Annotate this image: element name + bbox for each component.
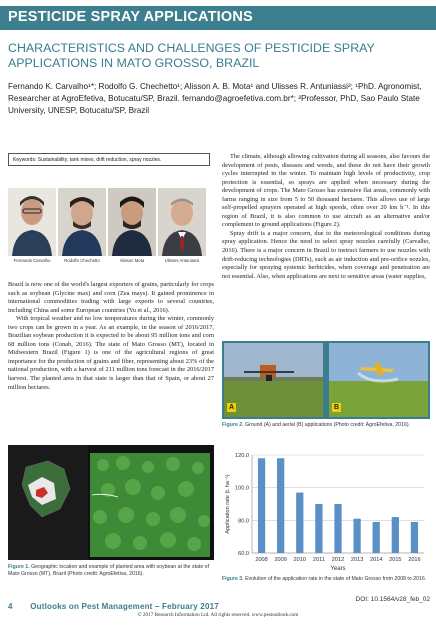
left-column	[8, 281, 214, 392]
right-paragraph-2: Spray drift is a major concern, due to the meteorological conditions during spray application. Hence the need to select spray nozzles carefully (Carvalho, 2016). There is a major concern in Brazil to instruct farmers to use nozzles with drift-reducing technologies (DRTs), such as air induction and pre-orifice nozzles, especially for spraying systemic herbicides, when coverage and penetration are not essential. Also, when applications are next to sensitive areas (water supplies,	[222, 229, 430, 280]
figure-1-image	[8, 445, 214, 560]
figure-2-text: Ground (A) and aerial (B) applications (Photo credit: AgroEfetiva, 2016).	[245, 422, 411, 428]
figure-2-label-a: A	[228, 404, 235, 411]
author-photo-4	[158, 188, 206, 256]
bar	[392, 517, 399, 553]
figure-2-label: Figure 2.	[222, 422, 244, 428]
bar	[258, 458, 265, 553]
article-authors: Fernando K. Carvalho¹*; Rodolfo G. Chechetto¹; Alisson A. B. Mota¹ and Ulisses R. Antuniassi²; ¹PhD. Agronomist, Researcher at AgroEfetiva, Botucatu/SP, Brazil. fernando@agroefetiva.com.br*; ²Professor, PhD, Sao Paulo State University, UNESP, Botucatu/SP, Brazil	[8, 82, 422, 115]
x-tick-label: 2008	[255, 557, 268, 563]
figure-2-label-b: B	[333, 404, 340, 411]
x-tick-label: 2010	[293, 557, 307, 563]
author-photo-3	[108, 188, 156, 256]
keywords-box: Keywords: Sustainability, tank mixes, drift reduction, spray nozzles.	[8, 153, 210, 166]
figure-1-label: Figure 1.	[8, 564, 30, 570]
y-tick-label: 100.0	[235, 485, 249, 492]
figure-1-text: Geographic location and example of planted area with soybean at the state of Mato Grosso (MT), Brazil (Photo credit: AgroEfetiva, 2016).	[8, 564, 210, 577]
author-photo-2	[58, 188, 106, 256]
x-tick-label: 2009	[274, 557, 287, 563]
figure-3-text: Evolution of the application rate in the state of Mato Grosso from 2008 to 2016.	[245, 576, 427, 582]
right-column	[222, 153, 430, 281]
right-paragraph-1: The climate, although allowing cultivation during all seasons, also favours the development of pests, diseases and weeds, and these do not have their growth cycles interrupted in the winter. To maintain high levels of productivity, crop protection is essential, so sprays are applied when necessary during the development of crops. The Mato Grosso has extensive flat areas, commonly with farms ranging in size from 5 to 50 thousand hectares. This allows use of large self-propelled sprayers operated at high speeds, often over 20 km h⁻¹. In this region of Brazil, it is also common to use aircraft as an alternative and/or complement to ground applications (Figure 2).	[222, 153, 430, 229]
author-name-4: Ulisses Antuniassi	[164, 258, 200, 263]
author-photos	[8, 188, 208, 264]
bar	[296, 493, 303, 553]
bar	[334, 504, 341, 553]
y-tick-label: 60.0	[238, 551, 249, 557]
article-title: CHARACTERISTICS AND CHALLENGES OF PESTICIDE SPRAY APPLICATIONS IN MATO GROSSO, BRAZIL	[8, 41, 375, 70]
bar-chart	[222, 449, 430, 573]
figure-2-caption	[222, 422, 430, 429]
y-tick-label: 80.0	[238, 518, 249, 525]
bar	[353, 519, 360, 553]
x-tick-label: 2011	[312, 557, 325, 563]
y-tick-label: 120.0	[235, 453, 249, 459]
figure-3-chart	[222, 449, 430, 573]
x-tick-label: 2012	[331, 557, 345, 563]
left-paragraph-1: Brazil is now one of the world's largest exporters of grains, particularly for crops such as soybean (Glycine max) and corn (Zea mays). It gained prominence in international commodities trading with large exports to several countries, including China and some European countries (Yu et al., 2016).	[8, 281, 214, 314]
doi: DOI: 10.1564/v28_feb_02	[355, 596, 430, 603]
x-tick-label: 2015	[389, 557, 402, 563]
figure-3-caption	[222, 576, 430, 583]
y-axis-label: Application rate (L ha⁻¹)	[225, 474, 231, 534]
x-tick-label: 2013	[350, 557, 364, 563]
journal-name: Outlooks on Pest Management – February 2017	[30, 602, 219, 611]
x-tick-label: 2016	[408, 557, 421, 563]
figure-3-label: Figure 3.	[222, 576, 244, 582]
page-number: 4	[8, 602, 13, 611]
bar	[411, 522, 418, 553]
bar	[373, 522, 380, 553]
figure-2-image	[222, 341, 430, 419]
x-tick-label: 2014	[369, 557, 383, 563]
copyright: © 2017 Research Information Ltd. All rights reserved. www.pestoutlook.com	[137, 612, 299, 618]
author-name-1: Fernando Carvalho	[13, 258, 51, 263]
author-name-2: Rodolfo Chechetto	[64, 258, 100, 263]
x-axis-label: Years	[330, 566, 346, 572]
author-name-3: Alisson Mota	[119, 258, 145, 263]
bar	[277, 458, 284, 553]
section-title: PESTICIDE SPRAY APPLICATIONS	[8, 9, 253, 25]
figure-1-caption	[8, 564, 214, 578]
bar	[315, 504, 322, 553]
left-paragraph-2: With tropical weather and no low temperatures during the winter, commonly two crops can be grown in a year. As an example, in the season of 2016/2017, Brazilian soybean production it is expected to be about 95 million tons and corn 68 million tons (Conab, 2016). The state of Mato Grosso (MT), located in Midwestern Brazil (Figure 1) is one of the agricultural regions of great importance for the production of grains and fiber, representing about 23% of the national production, with a harvest of 211 million tons forecast in the 2016/2017 harvest. The planted area in that state is larger than that of Spain, or about 27 million hectares.	[8, 315, 214, 391]
author-photo-1	[8, 188, 56, 256]
section-banner	[0, 6, 436, 30]
